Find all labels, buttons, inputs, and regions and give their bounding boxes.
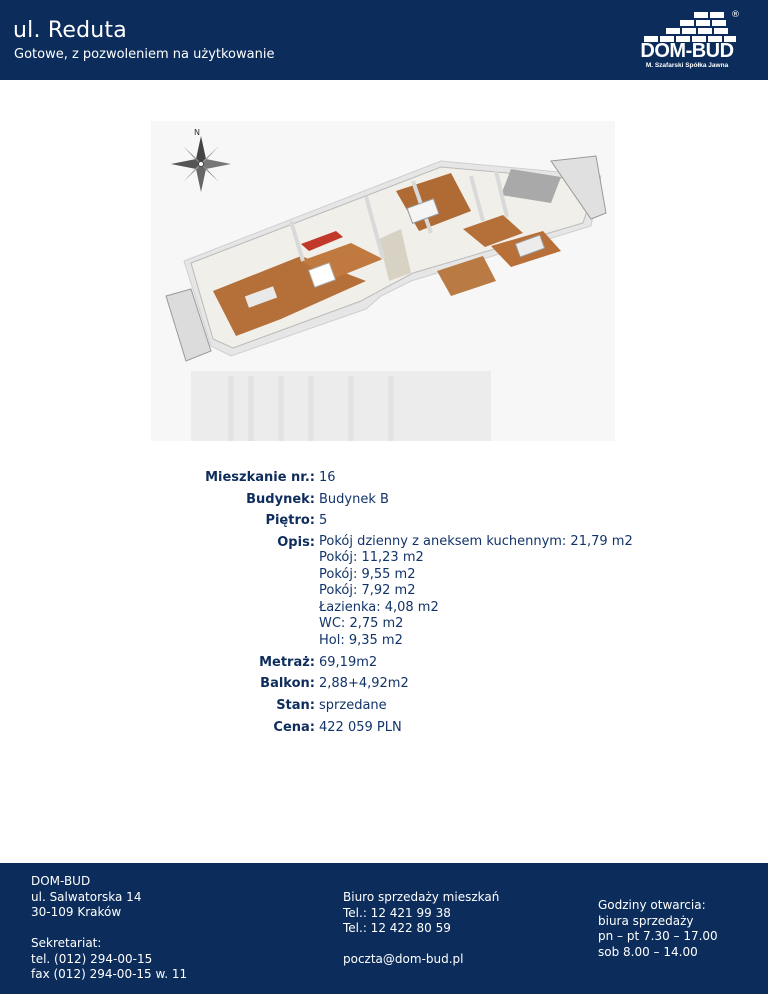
footer-hours-office: biura sprzedaży — [598, 913, 694, 928]
detail-label: Budynek: — [246, 491, 315, 507]
detail-building — [150, 491, 710, 508]
page-header — [0, 0, 768, 80]
detail-value: sprzedane — [319, 698, 387, 714]
footer-secretariat-tel: tel. (012) 294-00-15 — [31, 951, 153, 966]
footer-secretariat-label: Sekretariat: — [31, 936, 102, 950]
footer-city: 30-109 Kraków — [31, 905, 122, 919]
detail-value: 2,88+4,92m2 — [319, 676, 409, 692]
footer-sales-office: Biuro sprzedaży mieszkań — [343, 890, 500, 904]
detail-area — [150, 654, 710, 671]
detail-status — [150, 697, 710, 714]
detail-label: Balkon: — [260, 676, 315, 692]
detail-label: Opis: — [277, 534, 315, 550]
footer-street: ul. Salwatorska 14 — [31, 889, 142, 904]
dom-bud-logo — [636, 10, 740, 72]
footer-address-column — [31, 874, 187, 983]
description-line: Pokój: 11,23 m2 — [319, 550, 424, 566]
detail-value: 5 — [319, 513, 328, 529]
detail-description — [150, 534, 710, 650]
description-line: WC: 2,75 m2 — [319, 616, 404, 632]
logo-company-text: M. Szafarski Spółka Jawna — [645, 62, 729, 69]
detail-floor — [150, 512, 710, 529]
compass-north-label: N — [194, 128, 200, 137]
description-line: Pokój: 9,55 m2 — [319, 566, 416, 582]
detail-value: Budynek B — [319, 491, 389, 507]
page-footer — [0, 863, 768, 994]
page-subtitle: Gotowe, z pozwoleniem na użytkowanie — [14, 47, 275, 62]
brick-wall-icon — [636, 10, 740, 44]
footer-sales-tel2: Tel.: 12 422 80 59 — [343, 921, 451, 935]
description-line: Łazienka: 4,08 m2 — [319, 599, 439, 615]
footer-hours-column — [598, 898, 718, 960]
footer-secretariat-fax: fax (012) 294-00-15 w. 11 — [31, 967, 188, 981]
footer-hours-label: Godziny otwarcia: — [598, 898, 706, 912]
page-title: ul. Reduta — [13, 18, 127, 43]
detail-label: Metraż: — [259, 654, 315, 670]
apartment-details — [150, 469, 710, 740]
footer-email-link[interactable]: poczta@dom-bud.pl — [343, 952, 464, 966]
detail-value: 69,19m2 — [319, 654, 378, 670]
detail-apartment-number — [150, 469, 710, 486]
detail-label: Stan: — [276, 698, 315, 714]
description-line: Hol: 9,35 m2 — [319, 632, 403, 648]
logo-brand-text: DOM-BUD — [640, 40, 734, 62]
footer-company: DOM-BUD — [31, 874, 91, 888]
description-lines — [319, 534, 710, 650]
footer-sales-tel1: Tel.: 12 421 99 38 — [343, 905, 451, 920]
footer-hours-weekdays: pn – pt 7.30 – 17.00 — [598, 929, 718, 943]
footer-hours-saturday: sob 8.00 – 14.00 — [598, 944, 698, 959]
description-line: Pokój dzienny z aneksem kuchennym: 21,79 m2 — [319, 533, 633, 549]
detail-price — [150, 719, 710, 736]
detail-label: Piętro: — [265, 513, 315, 529]
description-line: Pokój: 7,92 m2 — [319, 583, 416, 599]
registered-mark: ® — [731, 10, 740, 20]
detail-label: Cena: — [273, 719, 315, 735]
detail-label: Mieszkanie nr.: — [205, 470, 315, 485]
floor-plan-image — [151, 121, 615, 441]
detail-value: 16 — [319, 470, 336, 485]
detail-balcony — [150, 675, 710, 692]
detail-value: 422 059 PLN — [319, 719, 402, 735]
footer-sales-column — [343, 890, 499, 968]
